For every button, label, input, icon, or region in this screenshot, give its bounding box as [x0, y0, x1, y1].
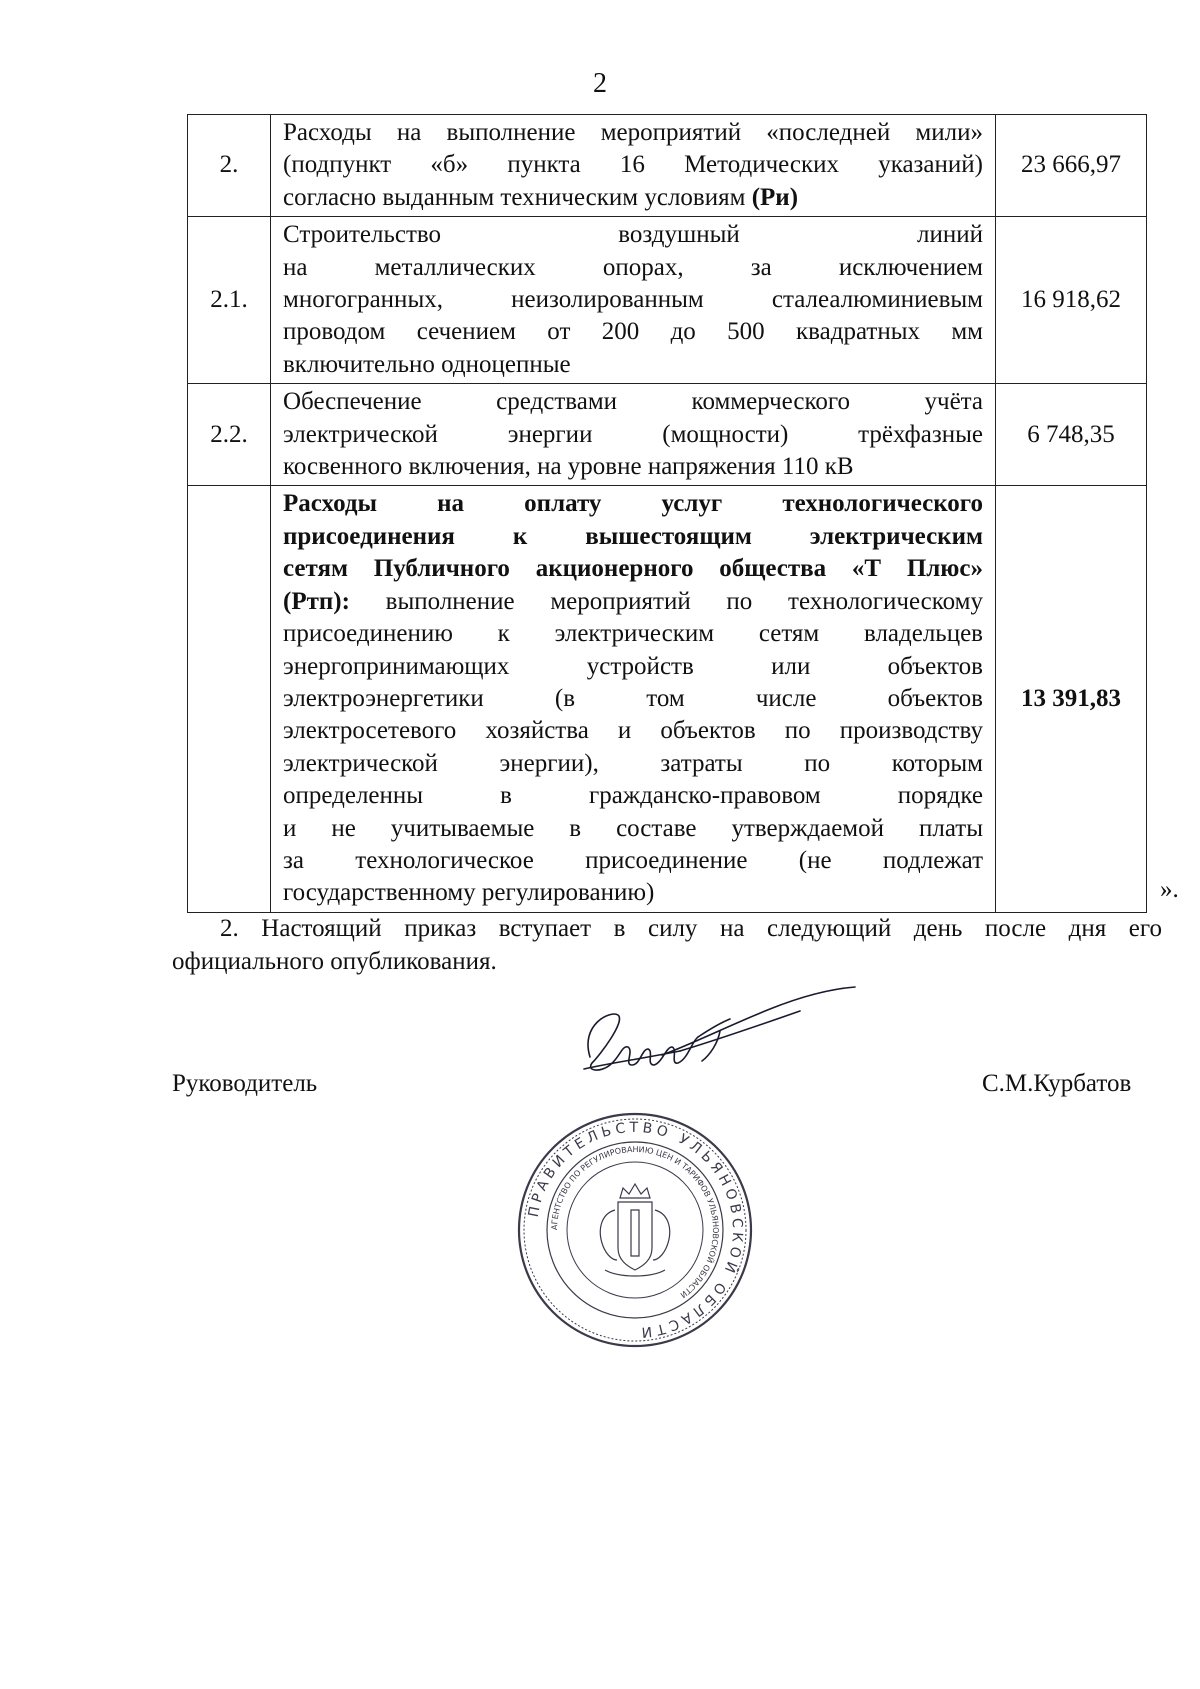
table-row — [188, 115, 1147, 217]
description-line: электросетевого хозяйства и объектов по производству — [283, 717, 983, 745]
signatory-name: С.М.Курбатов — [982, 1070, 1132, 1097]
effective-date-paragraph — [172, 912, 1162, 978]
description-line: включительно одноцепные — [283, 350, 571, 378]
description-line: и не учитываемые в составе утверждаемой платы — [283, 814, 983, 842]
description-line: многогранных, неизолированным сталеалюминиевым — [283, 286, 983, 314]
description-text: согласно выданным техническим условиям — [283, 183, 752, 211]
description-line: за технологическое присоединение (не подлежат — [283, 846, 983, 874]
paragraph-line: официального опубликования. — [172, 948, 497, 975]
row-value: 6 748,35 — [996, 384, 1147, 486]
description-line: Расходы на выполнение мероприятий «последней мили» — [283, 119, 983, 146]
description-line: на металлических опорах, за исключением — [283, 253, 983, 281]
description-text: выполнение мероприятий по технологическому — [349, 587, 983, 615]
handwritten-signature — [570, 985, 860, 1105]
description-line: государственному регулированию) — [283, 879, 655, 907]
row-description — [271, 486, 996, 912]
description-line: сетям Публичного акционерного общества «Т Плюс» — [283, 555, 983, 583]
row-number — [188, 486, 271, 912]
description-line: Обеспечение средствами коммерческого учёта — [283, 388, 983, 416]
description-line: энергопринимающих устройств или объектов — [283, 652, 983, 680]
row-number: 2. — [188, 115, 271, 217]
row-value: 13 391,83 — [996, 486, 1147, 912]
row-value: 23 666,97 — [996, 115, 1147, 217]
table-row — [188, 384, 1147, 486]
svg-text:АГЕНТСТВО ПО РЕГУЛИРОВАНИЮ ЦЕН: АГЕНТСТВО ПО РЕГУЛИРОВАНИЮ ЦЕН И ТАРИФОВ УЛЬЯНОВСКОЙ ОБЛАСТИ — [549, 1144, 721, 1300]
description-line: определенны в гражданско-правовом порядке — [283, 782, 983, 810]
description-line: электрической энергии (мощности) трёхфазные — [283, 420, 983, 448]
row-number: 2.1. — [188, 217, 271, 384]
description-line — [283, 182, 983, 214]
description-line — [283, 586, 983, 618]
page-number: 2 — [593, 68, 607, 99]
description-line: электрической энергии), затраты по которым — [283, 749, 983, 777]
row-value: 16 918,62 — [996, 217, 1147, 384]
description-line: электроэнергетики (в том числе объектов — [283, 684, 983, 712]
description-symbol: (Ртп): — [283, 587, 350, 615]
description-line: Строительство воздушный линий — [283, 221, 983, 249]
description-line: косвенного включения, на уровне напряжения 110 кВ — [283, 453, 854, 481]
cost-table — [187, 114, 1147, 913]
row-description — [271, 115, 996, 217]
row-description — [271, 384, 996, 486]
closing-quote: ». — [1160, 876, 1179, 903]
svg-text:ПРАВИТЕЛЬСТВО УЛЬЯНОВСКОЙ ОБЛА: ПРАВИТЕЛЬСТВО УЛЬЯНОВСКОЙ ОБЛАСТИ — [525, 1119, 746, 1341]
paragraph-line: 2. Настоящий приказ вступает в силу на следующий день после дня его — [220, 915, 1162, 942]
description-line: присоединения к вышестоящим электрическим — [283, 522, 983, 550]
official-seal — [515, 1110, 755, 1350]
row-number: 2.2. — [188, 384, 271, 486]
row-description — [271, 217, 996, 384]
description-line: проводом сечением от 200 до 500 квадратных мм — [283, 318, 983, 346]
table-row — [188, 486, 1147, 912]
description-line: присоединению к электрическим сетям владельцев — [283, 620, 983, 648]
description-symbol: (Ри) — [751, 183, 799, 211]
description-line: Расходы на оплату услуг технологического — [283, 490, 983, 518]
signatory-role: Руководитель — [172, 1070, 318, 1097]
table-row — [188, 217, 1147, 384]
description-line: (подпункт «б» пункта 16 Методических указаний) — [283, 151, 983, 179]
